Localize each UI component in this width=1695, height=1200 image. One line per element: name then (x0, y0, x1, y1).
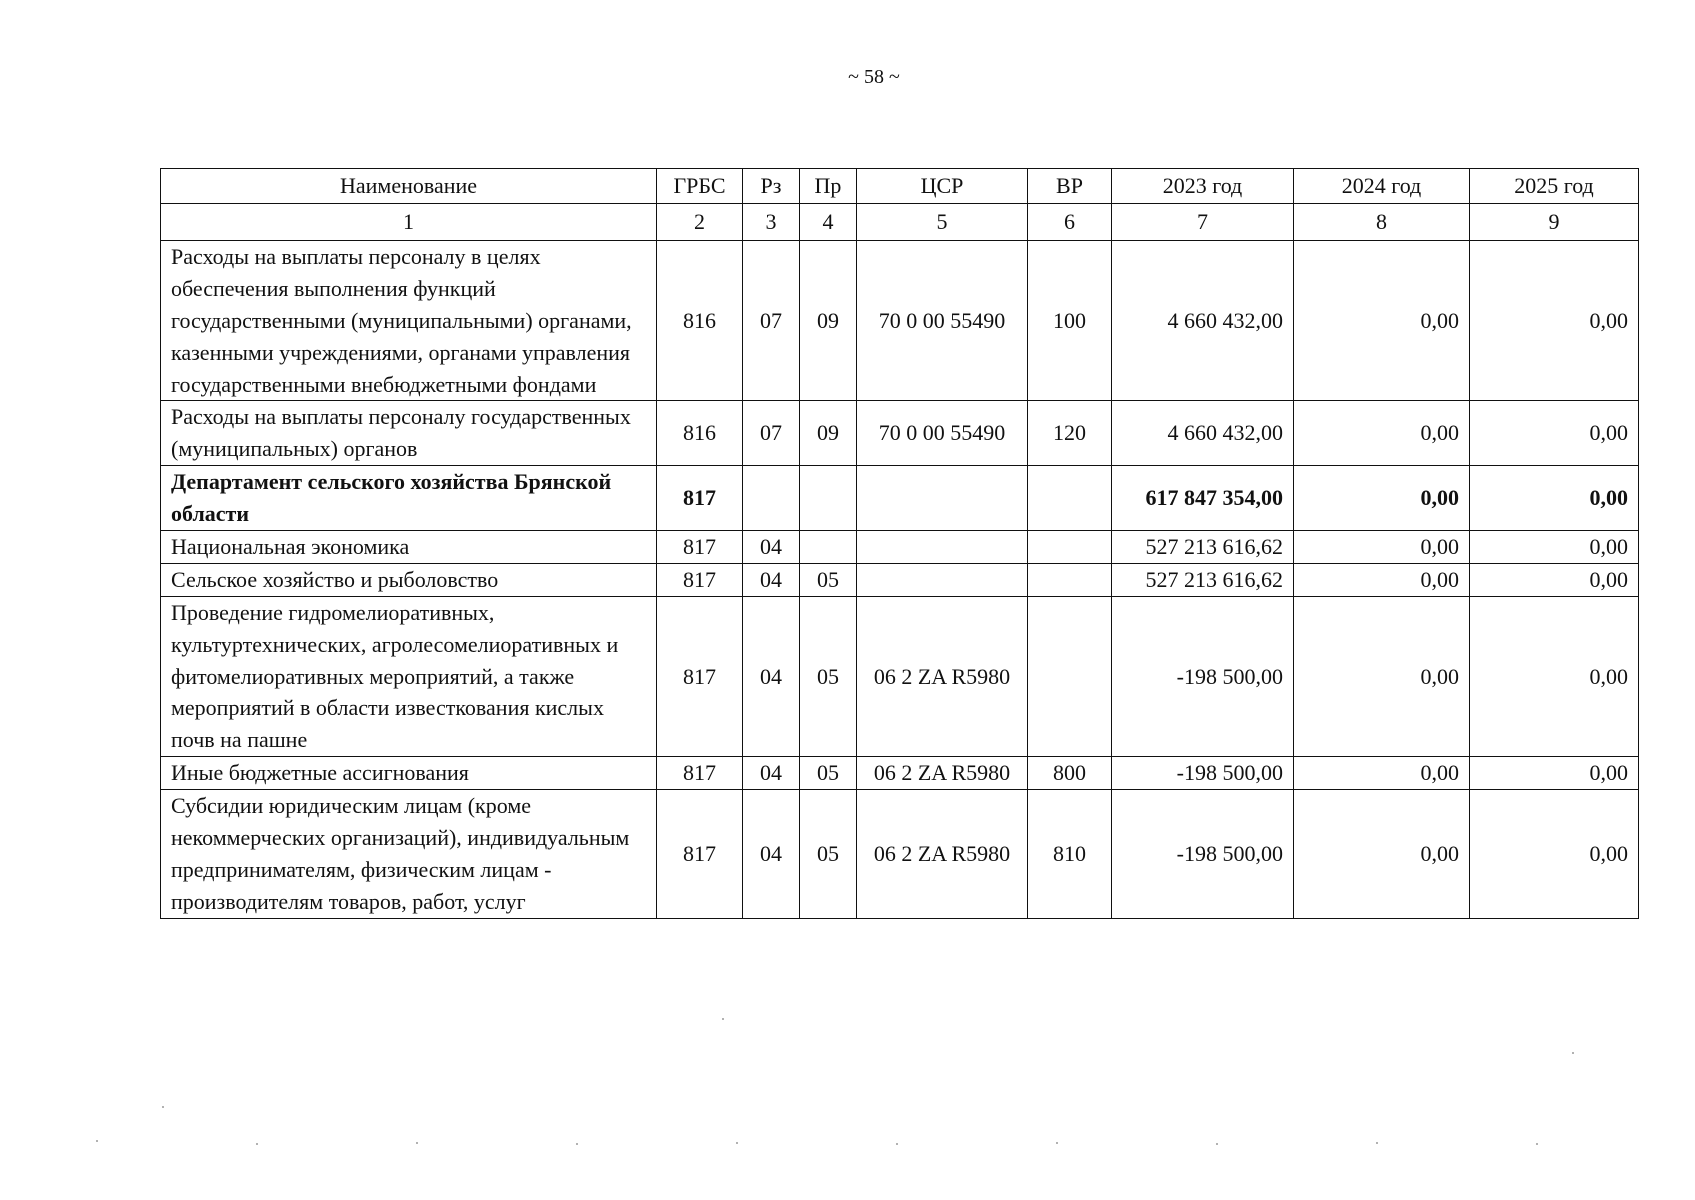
row-pr: 05 (800, 596, 857, 756)
row-amount-2025: 0,00 (1470, 466, 1639, 531)
header-rz: Рз (743, 169, 800, 204)
row-amount-2023: -198 500,00 (1112, 790, 1294, 919)
row-grbs: 817 (657, 757, 743, 790)
row-amount-2025: 0,00 (1470, 241, 1639, 401)
row-name: Расходы на выплаты персоналу государственных (муниципальных) органов (161, 401, 657, 466)
table-row (161, 466, 1639, 531)
scan-speck (896, 1143, 898, 1145)
column-number-row (161, 204, 1639, 241)
row-amount-2023: 4 660 432,00 (1112, 401, 1294, 466)
row-csr (857, 563, 1028, 596)
row-csr: 06 2 ZA R5980 (857, 757, 1028, 790)
scan-speck (736, 1142, 738, 1144)
row-rz: 04 (743, 596, 800, 756)
row-vr (1028, 596, 1112, 756)
scan-speck (416, 1142, 418, 1144)
row-csr (857, 466, 1028, 531)
row-amount-2024: 0,00 (1294, 466, 1470, 531)
row-amount-2023: -198 500,00 (1112, 596, 1294, 756)
row-pr: 05 (800, 757, 857, 790)
row-amount-2023: 617 847 354,00 (1112, 466, 1294, 531)
row-amount-2025: 0,00 (1470, 596, 1639, 756)
row-vr: 100 (1028, 241, 1112, 401)
table-row (161, 563, 1639, 596)
header-csr: ЦСР (857, 169, 1028, 204)
scan-speck (96, 1140, 98, 1142)
budget-table (160, 168, 1639, 919)
row-pr (800, 466, 857, 531)
row-vr (1028, 563, 1112, 596)
row-amount-2023: 4 660 432,00 (1112, 241, 1294, 401)
row-csr (857, 531, 1028, 564)
table-row (161, 531, 1639, 564)
row-vr (1028, 531, 1112, 564)
row-rz: 04 (743, 757, 800, 790)
row-name: Сельское хозяйство и рыболовство (161, 563, 657, 596)
scan-speck (576, 1143, 578, 1145)
row-rz: 04 (743, 563, 800, 596)
scan-speck (162, 1106, 164, 1108)
header-2024: 2024 год (1294, 169, 1470, 204)
row-vr: 120 (1028, 401, 1112, 466)
row-csr: 70 0 00 55490 (857, 401, 1028, 466)
row-pr (800, 531, 857, 564)
column-number: 3 (743, 204, 800, 241)
column-number: 8 (1294, 204, 1470, 241)
scan-speck (1376, 1142, 1378, 1144)
header-pr: Пр (800, 169, 857, 204)
row-grbs: 817 (657, 531, 743, 564)
scan-speck (256, 1143, 258, 1145)
column-number: 6 (1028, 204, 1112, 241)
row-amount-2025: 0,00 (1470, 531, 1639, 564)
column-number: 5 (857, 204, 1028, 241)
row-pr: 09 (800, 401, 857, 466)
row-pr: 05 (800, 790, 857, 919)
row-grbs: 817 (657, 466, 743, 531)
row-csr: 70 0 00 55490 (857, 241, 1028, 401)
row-amount-2023: 527 213 616,62 (1112, 563, 1294, 596)
scan-speck (722, 1018, 724, 1020)
row-name: Иные бюджетные ассигнования (161, 757, 657, 790)
row-amount-2024: 0,00 (1294, 596, 1470, 756)
row-name: Проведение гидромелиоративных, культуртехнических, агролесомелиоративных и фитомелиоративных мероприятий, а также мероприятий в области известкования кислых почв на пашне (161, 596, 657, 756)
row-amount-2024: 0,00 (1294, 757, 1470, 790)
row-vr: 800 (1028, 757, 1112, 790)
column-number: 9 (1470, 204, 1639, 241)
row-rz: 04 (743, 790, 800, 919)
header-row (161, 169, 1639, 204)
row-vr: 810 (1028, 790, 1112, 919)
row-vr (1028, 466, 1112, 531)
row-pr: 09 (800, 241, 857, 401)
row-csr: 06 2 ZA R5980 (857, 790, 1028, 919)
row-name: Субсидии юридическим лицам (кроме некоммерческих организаций), индивидуальным предпринимателям, физическим лицам - производителям товаров, работ, услуг (161, 790, 657, 919)
scan-speck (1216, 1143, 1218, 1145)
header-vr: ВР (1028, 169, 1112, 204)
table-row (161, 401, 1639, 466)
column-number: 7 (1112, 204, 1294, 241)
row-amount-2025: 0,00 (1470, 790, 1639, 919)
header-2025: 2025 год (1470, 169, 1639, 204)
row-amount-2024: 0,00 (1294, 790, 1470, 919)
header-name: Наименование (161, 169, 657, 204)
row-rz: 04 (743, 531, 800, 564)
table-row (161, 596, 1639, 756)
row-grbs: 817 (657, 790, 743, 919)
row-name: Национальная экономика (161, 531, 657, 564)
row-csr: 06 2 ZA R5980 (857, 596, 1028, 756)
scan-speck (1056, 1142, 1058, 1144)
scan-speck (1536, 1143, 1538, 1145)
row-grbs: 817 (657, 596, 743, 756)
column-number: 2 (657, 204, 743, 241)
row-amount-2024: 0,00 (1294, 401, 1470, 466)
column-number: 4 (800, 204, 857, 241)
row-amount-2024: 0,00 (1294, 531, 1470, 564)
header-grbs: ГРБС (657, 169, 743, 204)
row-rz: 07 (743, 401, 800, 466)
row-amount-2023: -198 500,00 (1112, 757, 1294, 790)
row-name: Департамент сельского хозяйства Брянской области (161, 466, 657, 531)
column-number: 1 (161, 204, 657, 241)
table-row (161, 790, 1639, 919)
row-amount-2024: 0,00 (1294, 241, 1470, 401)
row-amount-2023: 527 213 616,62 (1112, 531, 1294, 564)
header-2023: 2023 год (1112, 169, 1294, 204)
table-row (161, 241, 1639, 401)
row-grbs: 816 (657, 401, 743, 466)
row-name: Расходы на выплаты персоналу в целях обеспечения выполнения функций государственными (муниципальными) органами, казенными учреждениями, органами управления государственными внебюджетными фондами (161, 241, 657, 401)
row-rz: 07 (743, 241, 800, 401)
scan-speck (1572, 1052, 1574, 1054)
row-amount-2025: 0,00 (1470, 563, 1639, 596)
table-row (161, 757, 1639, 790)
row-amount-2025: 0,00 (1470, 757, 1639, 790)
row-amount-2025: 0,00 (1470, 401, 1639, 466)
page-number: ~ 58 ~ (848, 66, 900, 88)
row-pr: 05 (800, 563, 857, 596)
row-grbs: 817 (657, 563, 743, 596)
row-grbs: 816 (657, 241, 743, 401)
row-amount-2024: 0,00 (1294, 563, 1470, 596)
row-rz (743, 466, 800, 531)
